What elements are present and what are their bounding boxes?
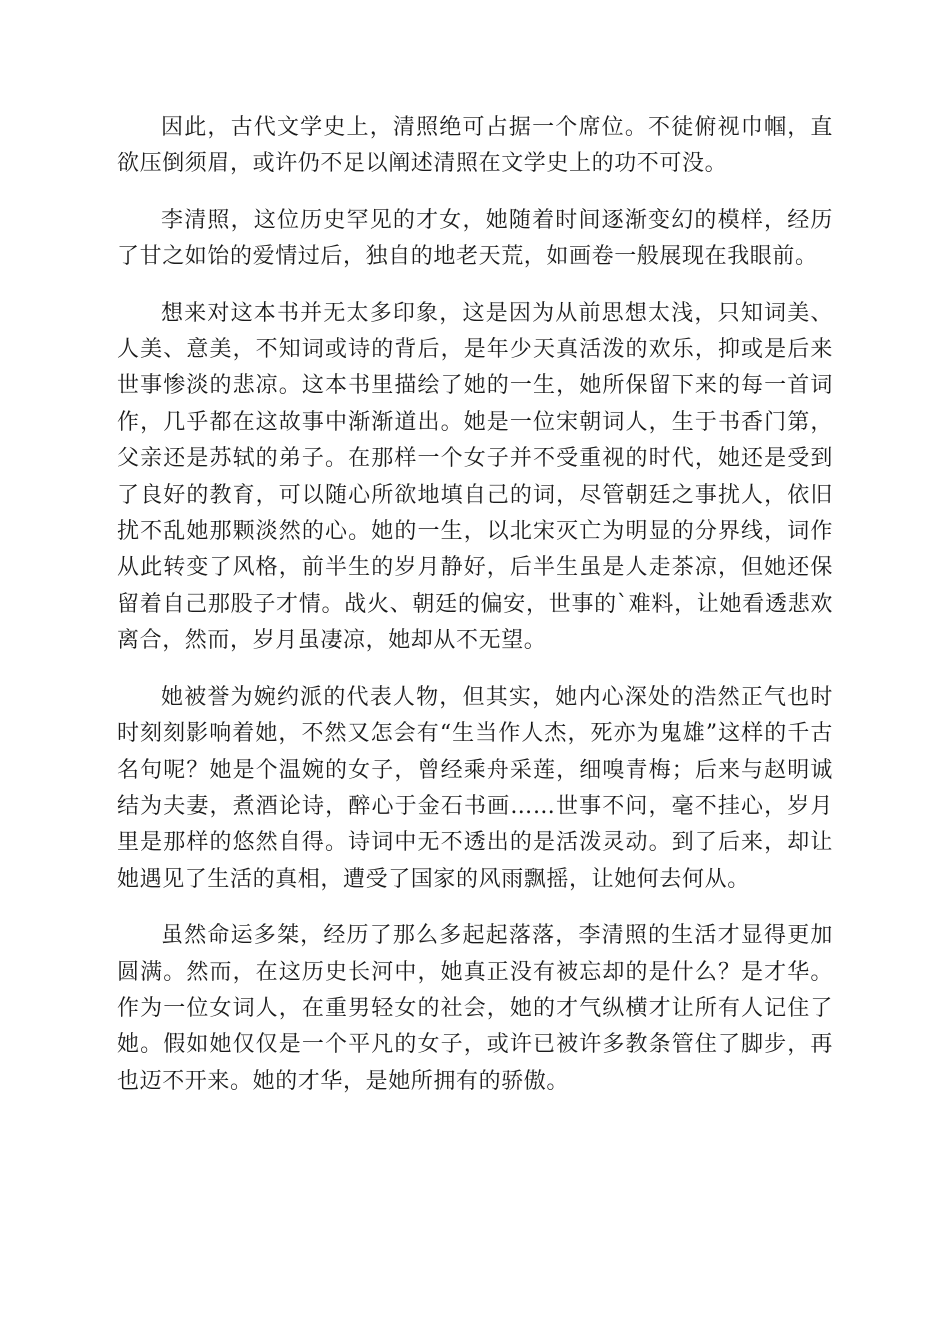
- document-page: [117, 110, 833, 1120]
- paragraph-2: 李清照，这位历史罕见的才女，她随着时间逐渐变幻的模样，经历了甘之如饴的爱情过后，独自的地老天荒，如画卷一般展现在我眼前。: [117, 207, 833, 270]
- paragraph-1: 因此，古代文学史上，清照绝可占据一个席位。不徒俯视巾帼，直欲压倒须眉，或许仍不足以阐述清照在文学史上的功不可没。: [117, 115, 833, 177]
- paragraph-3: 想来对这本书并无太多印象，这是因为从前思想太浅，只知词美、人美、意美，不知词或诗的背后，是年少天真活泼的欢乐，抑或是后来世事惨淡的悲凉。这本书里描绘了她的一生，她所保留下来的每一首词作，几乎都在这故事中渐渐道出。她是一位宋朝词人，生于书香门第，父亲还是苏轼的弟子。在那样一个女子并不受重视的时代，她还是受到了良好的教育，可以随心所欲地填自己的词，尽管朝廷之事扰人，依旧扰不乱她那颗淡然的心。她的一生，以北宋灭亡为明显的分界线，词作从此转变了风格，前半生的岁月静好，后半生虽是人走茶凉，但她还保留着自己那股子才情。战火、朝廷的偏安，世事的`难料，让她看透悲欢离合，然而，岁月虽凄凉，她却从不无望。: [117, 300, 833, 654]
- paragraph-5: 虽然命运多桀，经历了那么多起起落落，李清照的生活才显得更加圆满。然而，在这历史长河中，她真正没有被忘却的是什么？是才华。作为一位女词人，在重男轻女的社会，她的才气纵横才让所有人记住了她。假如她仅仅是一个平凡的女子，或许已被许多教条管住了脚步，再也迈不开来。她的才华，是她所拥有的骄傲。: [117, 923, 833, 1094]
- paragraph-4: 她被誉为婉约派的代表人物，但其实，她内心深处的浩然正气也时时刻刻影响着她，不然又怎会有“生当作人杰，死亦为鬼雄”这样的千古名句呢？她是个温婉的女子，曾经乘舟采莲，细嗅青梅；后来与赵明诚结为夫妻，煮酒论诗，醉心于金石书画……世事不问，毫不挂心，岁月里是那样的悠然自得。诗词中无不透出的是活泼灵动。到了后来，却让她遇见了生活的真相，遭受了国家的风雨飘摇，让她何去何从。: [117, 684, 833, 892]
